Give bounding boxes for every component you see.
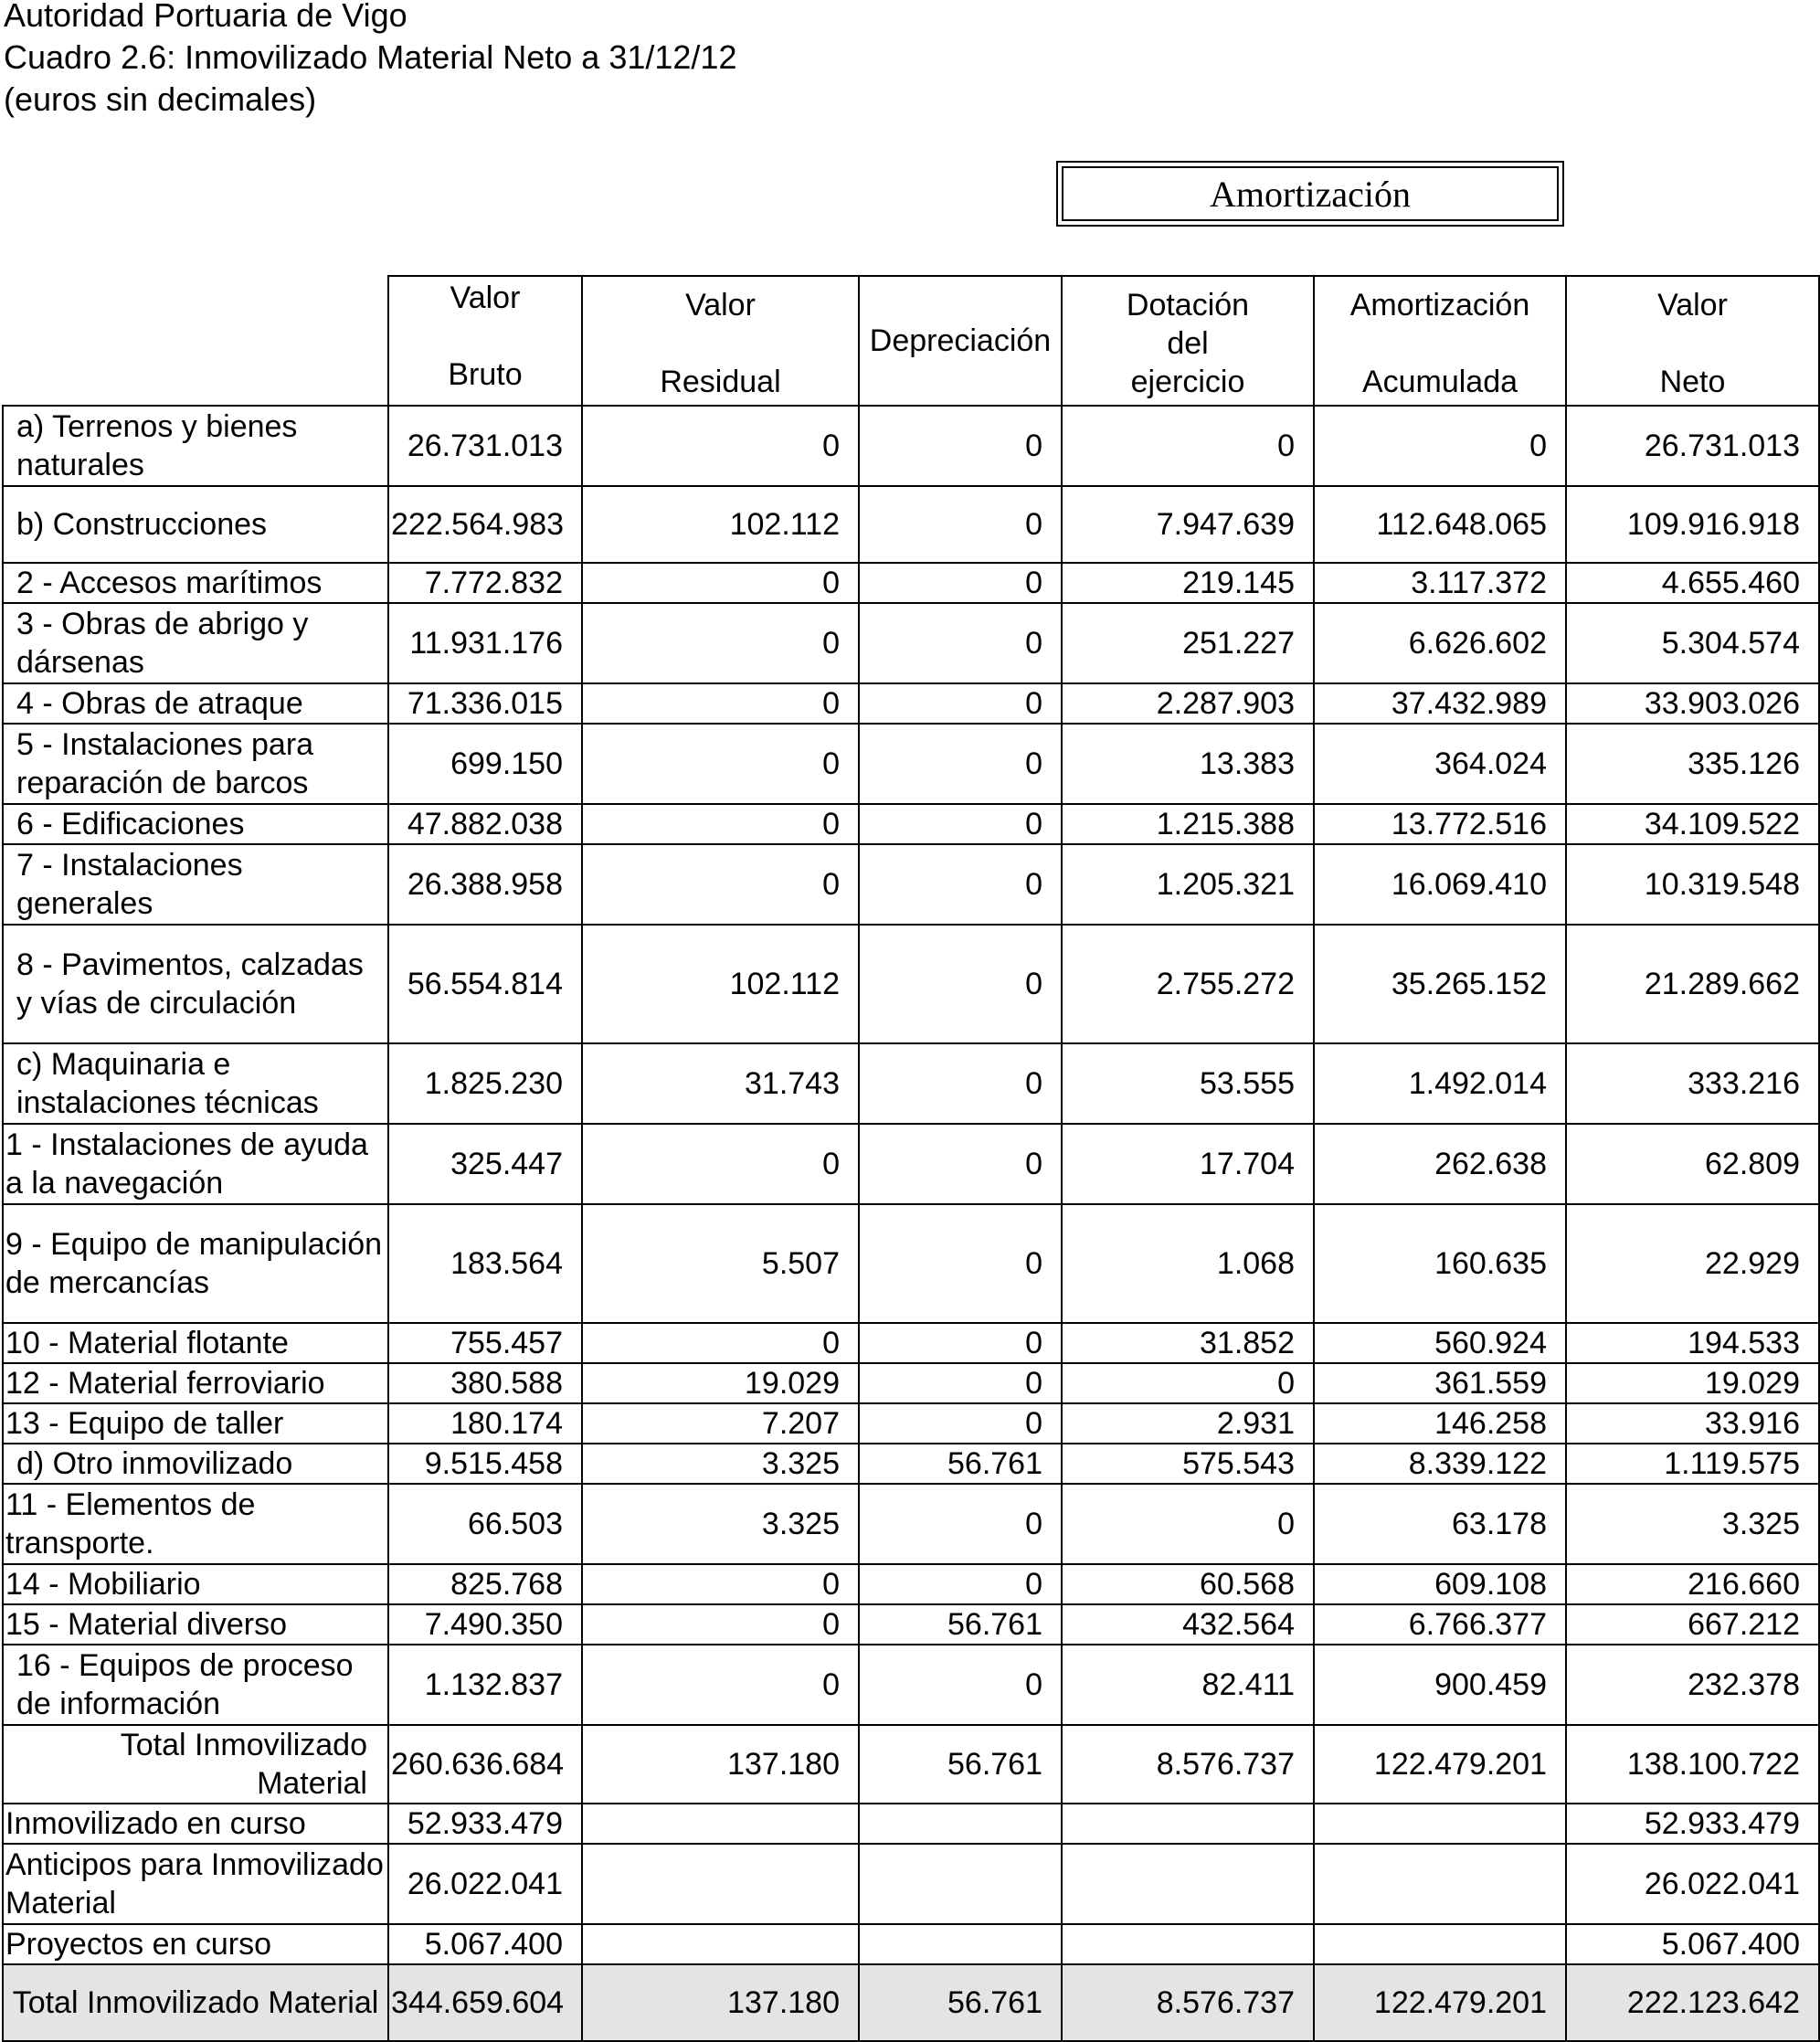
cell-value: 63.178 (1314, 1484, 1566, 1564)
table-row (3, 1804, 1819, 1844)
cell-value: 1.825.230 (388, 1043, 582, 1124)
cell-value: 160.635 (1314, 1204, 1566, 1323)
cell-value: 26.731.013 (388, 406, 582, 486)
cell-value (1314, 1924, 1566, 1964)
cell-value: 146.258 (1314, 1403, 1566, 1444)
cell-value: 52.933.479 (1566, 1804, 1819, 1844)
cell-value: 0 (859, 1204, 1062, 1323)
cell-value: 137.180 (582, 1964, 859, 2041)
table-row (3, 1204, 1819, 1323)
cell-value: 13.772.516 (1314, 804, 1566, 844)
row-label: 1 - Instalaciones de ayuda a la navegación (3, 1124, 388, 1204)
cell-value: 138.100.722 (1566, 1725, 1819, 1804)
cell-value: 0 (582, 804, 859, 844)
col-header-depreciacion: Depreciación (859, 276, 1062, 406)
amortization-group-label: Amortización (1062, 166, 1559, 221)
cell-value: 66.503 (388, 1484, 582, 1564)
cell-value: 5.304.574 (1566, 603, 1819, 683)
cell-value: 575.543 (1062, 1444, 1314, 1484)
cell-value (582, 1804, 859, 1844)
table-row (3, 486, 1819, 563)
cell-value: 560.924 (1314, 1323, 1566, 1363)
table-row (3, 406, 1819, 486)
cell-value (582, 1924, 859, 1964)
cell-value: 0 (1314, 406, 1566, 486)
cell-value: 109.916.918 (1566, 486, 1819, 563)
cell-value: 216.660 (1566, 1564, 1819, 1604)
cell-value: 102.112 (582, 486, 859, 563)
row-label: 5 - Instalaciones para reparación de barcos (3, 724, 388, 804)
table-row (3, 1043, 1819, 1124)
cell-value: 8.576.737 (1062, 1725, 1314, 1804)
cell-value: 344.659.604 (388, 1964, 582, 2041)
table-row (3, 683, 1819, 724)
report-organization: Autoridad Portuaria de Vigo (4, 0, 407, 34)
cell-value: 3.117.372 (1314, 563, 1566, 603)
cell-value (1314, 1844, 1566, 1924)
table-row (3, 1725, 1819, 1804)
cell-value: 0 (859, 486, 1062, 563)
cell-value: 361.559 (1314, 1363, 1566, 1403)
row-label: 4 - Obras de atraque (3, 683, 388, 724)
row-label: Total Inmovilizado Material (3, 1964, 388, 2041)
cell-value: 8.576.737 (1062, 1964, 1314, 2041)
cell-value: 16.069.410 (1314, 844, 1566, 925)
cell-value: 262.638 (1314, 1124, 1566, 1204)
table-row (3, 1964, 1819, 2041)
cell-value: 0 (859, 1564, 1062, 1604)
cell-value: 53.555 (1062, 1043, 1314, 1124)
cell-value: 0 (582, 603, 859, 683)
cell-value: 755.457 (388, 1323, 582, 1363)
cell-value: 11.931.176 (388, 603, 582, 683)
cell-value: 122.479.201 (1314, 1725, 1566, 1804)
cell-value: 52.933.479 (388, 1804, 582, 1844)
amortization-group-box (1056, 161, 1564, 227)
row-label: 14 - Mobiliario (3, 1564, 388, 1604)
cell-value: 335.126 (1566, 724, 1819, 804)
cell-value: 21.289.662 (1566, 925, 1819, 1043)
cell-value: 0 (582, 1604, 859, 1645)
cell-value: 26.388.958 (388, 844, 582, 925)
cell-value: 22.929 (1566, 1204, 1819, 1323)
cell-value (1062, 1844, 1314, 1924)
cell-value: 0 (582, 406, 859, 486)
cell-value: 0 (859, 804, 1062, 844)
table-row (3, 925, 1819, 1043)
row-label: 10 - Material flotante (3, 1323, 388, 1363)
cell-value: 37.432.989 (1314, 683, 1566, 724)
cell-value: 232.378 (1566, 1645, 1819, 1725)
row-label: 11 - Elementos de transporte. (3, 1484, 388, 1564)
cell-value: 0 (859, 1645, 1062, 1725)
cell-value: 0 (582, 1645, 859, 1725)
cell-value: 825.768 (388, 1564, 582, 1604)
cell-value: 0 (859, 683, 1062, 724)
cell-value: 0 (859, 406, 1062, 486)
cell-value: 432.564 (1062, 1604, 1314, 1645)
cell-value: 7.207 (582, 1403, 859, 1444)
col-header-valor-neto: Valor Neto (1566, 276, 1819, 406)
cell-value: 0 (582, 1564, 859, 1604)
table-row (3, 724, 1819, 804)
cell-value: 0 (859, 844, 1062, 925)
row-label: 13 - Equipo de taller (3, 1403, 388, 1444)
cell-value (1062, 1924, 1314, 1964)
cell-value: 260.636.684 (388, 1725, 582, 1804)
cell-value: 56.761 (859, 1604, 1062, 1645)
table-row (3, 1484, 1819, 1564)
row-label: d) Otro inmovilizado (3, 1444, 388, 1484)
cell-value: 180.174 (388, 1403, 582, 1444)
cell-value: 56.554.814 (388, 925, 582, 1043)
cell-value: 26.022.041 (1566, 1844, 1819, 1924)
cell-value: 0 (1062, 1484, 1314, 1564)
cell-value: 31.852 (1062, 1323, 1314, 1363)
cell-value: 60.568 (1062, 1564, 1314, 1604)
cell-value: 0 (582, 724, 859, 804)
cell-value: 1.205.321 (1062, 844, 1314, 925)
col-header-valor-residual: Valor Residual (582, 276, 859, 406)
cell-value (1314, 1804, 1566, 1844)
cell-value: 5.507 (582, 1204, 859, 1323)
cell-value: 222.123.642 (1566, 1964, 1819, 2041)
cell-value: 47.882.038 (388, 804, 582, 844)
cell-value: 0 (582, 844, 859, 925)
cell-value: 5.067.400 (1566, 1924, 1819, 1964)
row-label: Inmovilizado en curso (3, 1804, 388, 1844)
report-title: Cuadro 2.6: Inmovilizado Material Neto a 31/12/12 (4, 38, 737, 76)
cell-value: 7.772.832 (388, 563, 582, 603)
cell-value: 3.325 (1566, 1484, 1819, 1564)
cell-value: 0 (859, 724, 1062, 804)
cell-value: 56.761 (859, 1964, 1062, 2041)
cell-value: 33.903.026 (1566, 683, 1819, 724)
col-header-dotacion: Dotación del ejercicio (1062, 276, 1314, 406)
cell-value: 35.265.152 (1314, 925, 1566, 1043)
cell-value: 0 (582, 563, 859, 603)
cell-value: 31.743 (582, 1043, 859, 1124)
col-header-amortizacion-acumulada: Amortización Acumulada (1314, 276, 1566, 406)
cell-value: 17.704 (1062, 1124, 1314, 1204)
row-label: 3 - Obras de abrigo y dársenas (3, 603, 388, 683)
row-label: Total Inmovilizado Material (3, 1725, 388, 1804)
table-row (3, 1645, 1819, 1725)
cell-value (582, 1844, 859, 1924)
cell-value: 0 (1062, 1363, 1314, 1403)
row-label: 16 - Equipos de proceso de información (3, 1645, 388, 1725)
col-header-valor-bruto: Valor Bruto (388, 276, 582, 406)
cell-value: 0 (859, 563, 1062, 603)
cell-value: 380.588 (388, 1363, 582, 1403)
cell-value: 333.216 (1566, 1043, 1819, 1124)
row-label: 8 - Pavimentos, calzadas y vías de circulación (3, 925, 388, 1043)
row-label: 12 - Material ferroviario (3, 1363, 388, 1403)
row-label: 2 - Accesos marítimos (3, 563, 388, 603)
cell-value: 0 (859, 603, 1062, 683)
table-row (3, 1604, 1819, 1645)
cell-value: 56.761 (859, 1725, 1062, 1804)
cell-value: 0 (859, 1323, 1062, 1363)
cell-value: 0 (582, 683, 859, 724)
table-row (3, 1444, 1819, 1484)
cell-value: 19.029 (582, 1363, 859, 1403)
cell-value: 122.479.201 (1314, 1964, 1566, 2041)
cell-value: 3.325 (582, 1484, 859, 1564)
row-label: Anticipos para Inmovilizado Material (3, 1844, 388, 1924)
cell-value: 3.325 (582, 1444, 859, 1484)
cell-value: 102.112 (582, 925, 859, 1043)
cell-value: 1.068 (1062, 1204, 1314, 1323)
cell-value: 2.755.272 (1062, 925, 1314, 1043)
cell-value (859, 1804, 1062, 1844)
cell-value (1062, 1804, 1314, 1844)
cell-value (859, 1844, 1062, 1924)
cell-value: 4.655.460 (1566, 563, 1819, 603)
cell-value: 56.761 (859, 1444, 1062, 1484)
cell-value: 667.212 (1566, 1604, 1819, 1645)
table-row (3, 1403, 1819, 1444)
cell-value: 0 (859, 1124, 1062, 1204)
cell-value: 5.067.400 (388, 1924, 582, 1964)
cell-value: 34.109.522 (1566, 804, 1819, 844)
cell-value: 82.411 (1062, 1645, 1314, 1725)
cell-value (859, 1924, 1062, 1964)
cell-value: 183.564 (388, 1204, 582, 1323)
cell-value: 0 (859, 1043, 1062, 1124)
cell-value: 364.024 (1314, 724, 1566, 804)
cell-value: 71.336.015 (388, 683, 582, 724)
row-label: c) Maquinaria e instalaciones técnicas (3, 1043, 388, 1124)
cell-value: 1.132.837 (388, 1645, 582, 1725)
cell-value: 325.447 (388, 1124, 582, 1204)
cell-value: 1.492.014 (1314, 1043, 1566, 1124)
table-row (3, 603, 1819, 683)
cell-value: 26.022.041 (388, 1844, 582, 1924)
row-label: 6 - Edificaciones (3, 804, 388, 844)
cell-value: 1.215.388 (1062, 804, 1314, 844)
cell-value: 9.515.458 (388, 1444, 582, 1484)
table-row (3, 1564, 1819, 1604)
cell-value: 194.533 (1566, 1323, 1819, 1363)
cell-value: 6.626.602 (1314, 603, 1566, 683)
table-row (3, 1924, 1819, 1964)
cell-value: 26.731.013 (1566, 406, 1819, 486)
cell-value: 112.648.065 (1314, 486, 1566, 563)
cell-value: 7.490.350 (388, 1604, 582, 1645)
table-row (3, 804, 1819, 844)
cell-value: 1.119.575 (1566, 1444, 1819, 1484)
cell-value: 0 (859, 925, 1062, 1043)
cell-value: 0 (859, 1484, 1062, 1564)
table-row (3, 1363, 1819, 1403)
cell-value: 8.339.122 (1314, 1444, 1566, 1484)
cell-value: 6.766.377 (1314, 1604, 1566, 1645)
cell-value: 219.145 (1062, 563, 1314, 603)
cell-value: 699.150 (388, 724, 582, 804)
cell-value: 137.180 (582, 1725, 859, 1804)
row-label: 7 - Instalaciones generales (3, 844, 388, 925)
table-row (3, 1124, 1819, 1204)
row-label: Proyectos en curso (3, 1924, 388, 1964)
cell-value: 0 (582, 1323, 859, 1363)
cell-value: 33.916 (1566, 1403, 1819, 1444)
fixed-assets-table (2, 275, 1820, 2042)
row-label: 9 - Equipo de manipulación de mercancías (3, 1204, 388, 1323)
cell-value: 2.931 (1062, 1403, 1314, 1444)
cell-value: 10.319.548 (1566, 844, 1819, 925)
header-corner (3, 276, 388, 406)
cell-value: 222.564.983 (388, 486, 582, 563)
cell-value: 251.227 (1062, 603, 1314, 683)
row-label: 15 - Material diverso (3, 1604, 388, 1645)
cell-value: 900.459 (1314, 1645, 1566, 1725)
cell-value: 0 (859, 1403, 1062, 1444)
row-label: b) Construcciones (3, 486, 388, 563)
row-label: a) Terrenos y bienes naturales (3, 406, 388, 486)
cell-value: 7.947.639 (1062, 486, 1314, 563)
table-row (3, 1323, 1819, 1363)
cell-value: 0 (1062, 406, 1314, 486)
cell-value: 0 (859, 1363, 1062, 1403)
cell-value: 62.809 (1566, 1124, 1819, 1204)
cell-value: 19.029 (1566, 1363, 1819, 1403)
table-row (3, 563, 1819, 603)
cell-value: 13.383 (1062, 724, 1314, 804)
cell-value: 609.108 (1314, 1564, 1566, 1604)
report-units: (euros sin decimales) (4, 80, 317, 118)
cell-value: 0 (582, 1124, 859, 1204)
cell-value: 2.287.903 (1062, 683, 1314, 724)
table-header-row (3, 276, 1819, 406)
table-row (3, 1844, 1819, 1924)
table-row (3, 844, 1819, 925)
